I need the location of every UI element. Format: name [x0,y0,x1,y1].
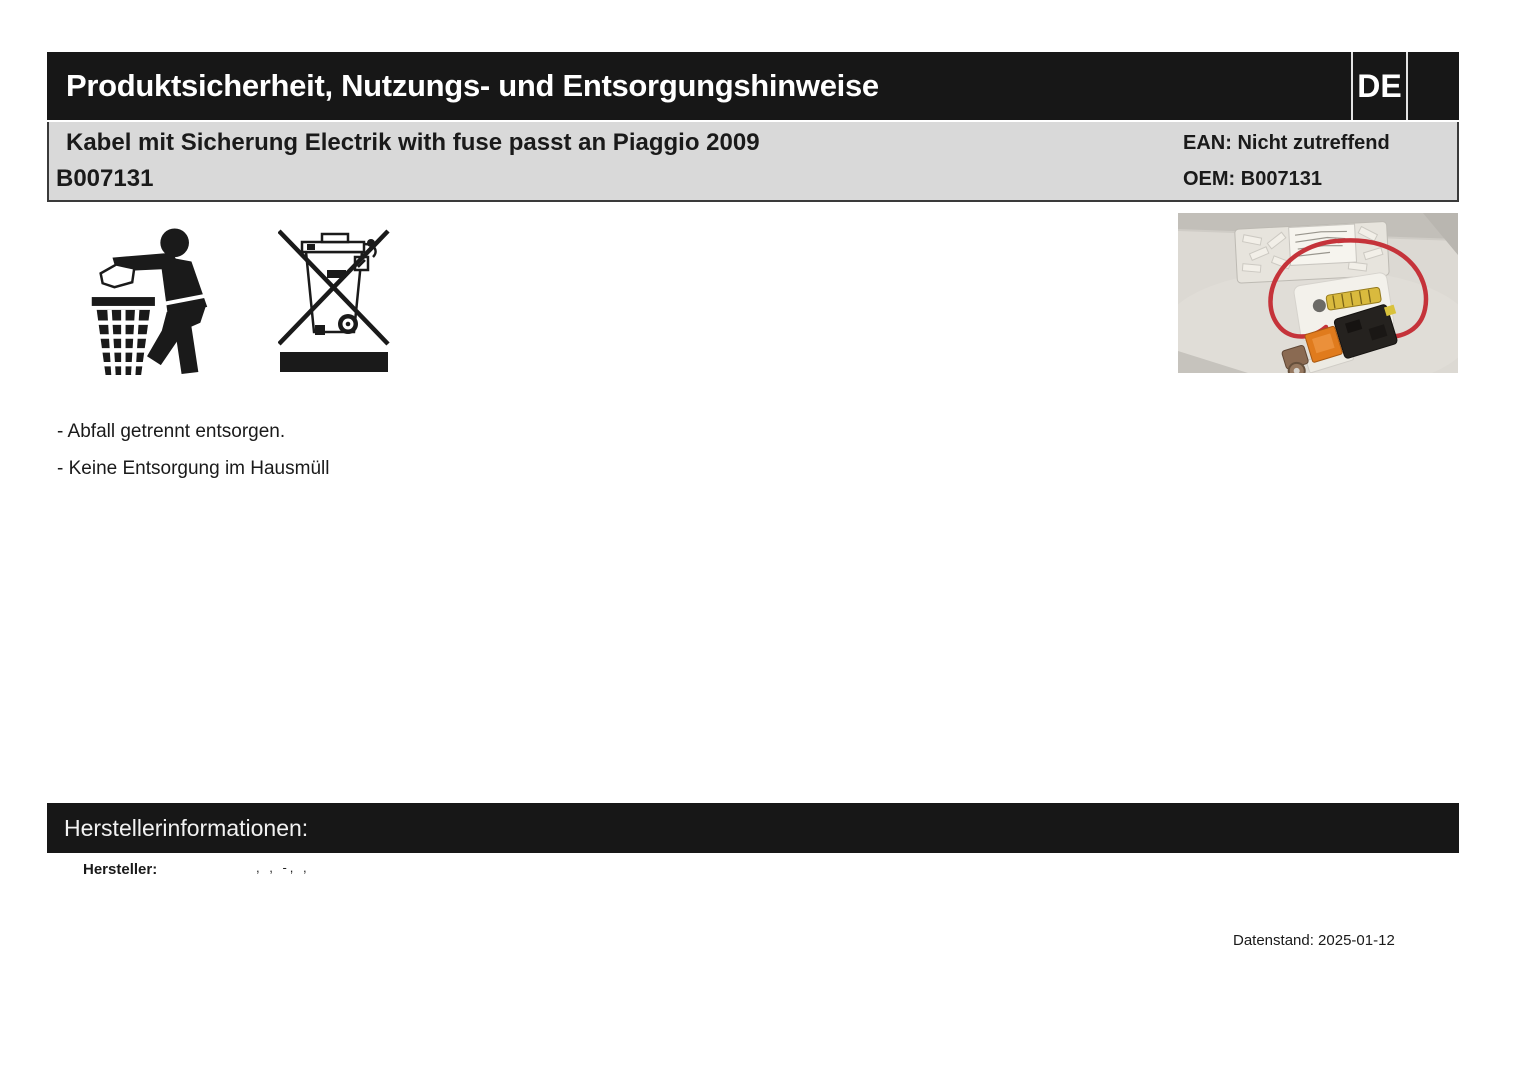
disposal-note: - Abfall getrennt entsorgen. [57,421,286,442]
disposal-note: - Keine Entsorgung im Hausmüll [57,458,330,479]
manufacturer-section-title: Herstellerinformationen: [64,814,309,841]
page-title: Produktsicherheit, Nutzungs- und Entsorgungshinweise [66,68,879,103]
weee-crossed-bin-icon [278,228,391,372]
product-oem: OEM: B007131 [1183,168,1322,190]
product-sku: B007131 [56,165,154,192]
product-id-block [1183,131,1390,192]
manufacturer-value: , , -, , [256,860,310,875]
product-photo [1178,213,1458,373]
disposal-notes [57,413,329,487]
tidyman-icon [88,226,210,376]
product-ean: EAN: Nicht zutreffend [1183,132,1390,154]
header-bar [47,52,1459,120]
manufacturer-section-bar [47,803,1459,853]
datestamp: Datenstand: 2025-01-12 [1233,932,1395,949]
weee-icon-svg [278,228,391,372]
language-badge: DE [1351,52,1408,120]
tidyman-icon-svg [88,226,210,376]
manufacturer-label: Hersteller: [83,861,158,878]
product-header [47,122,1459,202]
product-photo-svg [1178,213,1458,373]
product-name: Kabel mit Sicherung Electrik with fuse passt an Piaggio 2009 [66,129,760,156]
